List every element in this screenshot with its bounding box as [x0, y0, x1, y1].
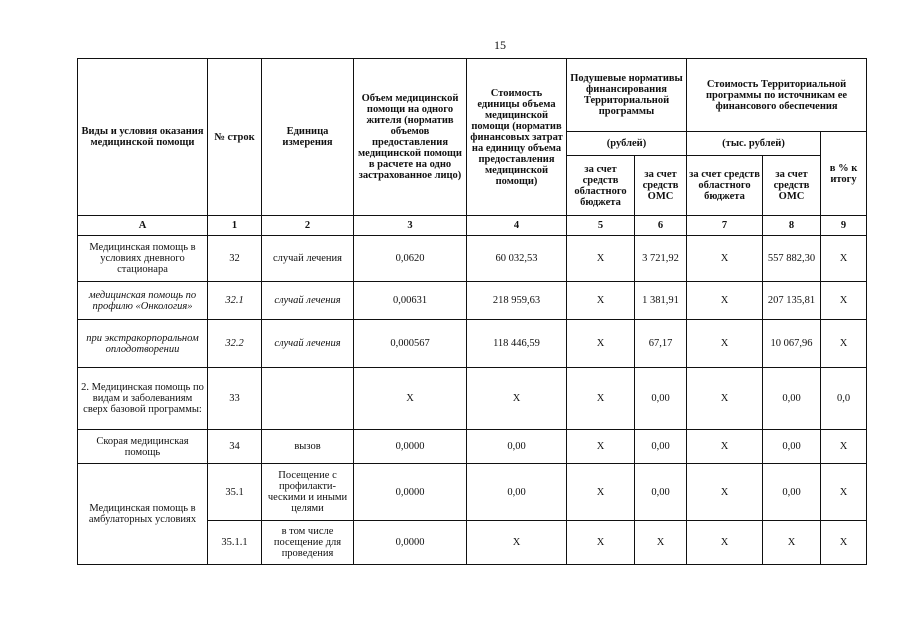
row-number: 33: [208, 368, 262, 430]
row-volume: X: [354, 368, 467, 430]
row-per-capita-regional: X: [567, 430, 635, 464]
column-index: А: [78, 216, 208, 236]
column-index-row: [78, 216, 867, 236]
row-cost-regional: X: [687, 320, 763, 368]
row-cost-regional: X: [687, 464, 763, 521]
row-name: Скорая медицинская помощь: [78, 430, 208, 464]
row-number: 35.1.1: [208, 521, 262, 565]
row-per-capita-regional: X: [567, 320, 635, 368]
row-cost-regional: X: [687, 236, 763, 282]
header-unit: Единица измерения: [262, 59, 354, 216]
row-per-capita-oms: 3 721,92: [635, 236, 687, 282]
column-index: 3: [354, 216, 467, 236]
row-name: 2. Медицинская помощь по видам и заболеваниям сверх базовой программы:: [78, 368, 208, 430]
header-volume: Объем медицинской помощи на одного жителя (норматив объемов предоставления медицинской помощи в расчете на одно застрахованное лицо): [354, 59, 467, 216]
column-index: 4: [467, 216, 567, 236]
header-types: Виды и условия оказания медицинской помощи: [78, 59, 208, 216]
header-regional-budget: за счет средств областного бюджета: [687, 156, 763, 216]
row-name: Медицинская помощь в амбулаторных условиях: [78, 464, 208, 565]
column-index: 1: [208, 216, 262, 236]
header-oms: за счет средств ОМС: [763, 156, 821, 216]
row-cost-unit: 60 032,53: [467, 236, 567, 282]
row-cost-unit: 0,00: [467, 430, 567, 464]
row-per-capita-regional: X: [567, 368, 635, 430]
column-index: 2: [262, 216, 354, 236]
row-unit: Посещение с профилакти-ческими и иными целями: [262, 464, 354, 521]
row-cost-oms: 557 882,30: [763, 236, 821, 282]
row-per-capita-regional: X: [567, 464, 635, 521]
row-unit: случай лечения: [262, 282, 354, 320]
table-row: [78, 430, 867, 464]
column-index: 8: [763, 216, 821, 236]
row-percent: X: [821, 464, 867, 521]
row-percent: X: [821, 521, 867, 565]
row-cost-regional: X: [687, 368, 763, 430]
row-per-capita-oms: 0,00: [635, 368, 687, 430]
header-oms: за счет средств ОМС: [635, 156, 687, 216]
row-name: Медицинская помощь в условиях дневного стационара: [78, 236, 208, 282]
column-index: 6: [635, 216, 687, 236]
row-percent: X: [821, 236, 867, 282]
row-percent: X: [821, 282, 867, 320]
row-percent: X: [821, 320, 867, 368]
row-number: 34: [208, 430, 262, 464]
row-per-capita-regional: X: [567, 282, 635, 320]
header-thousand-rubles: (тыс. рублей): [687, 132, 821, 156]
row-per-capita-oms: 67,17: [635, 320, 687, 368]
row-per-capita-oms: 0,00: [635, 464, 687, 521]
row-unit: [262, 368, 354, 430]
row-name: при экстракорпоральном оплодотворении: [78, 320, 208, 368]
row-volume: 0,00631: [354, 282, 467, 320]
row-cost-oms: 0,00: [763, 464, 821, 521]
column-index: 7: [687, 216, 763, 236]
column-index: 5: [567, 216, 635, 236]
row-unit: случай лечения: [262, 236, 354, 282]
row-cost-oms: 10 067,96: [763, 320, 821, 368]
row-number: 35.1: [208, 464, 262, 521]
row-volume: 0,0620: [354, 236, 467, 282]
row-cost-oms: 0,00: [763, 368, 821, 430]
table-row: [78, 368, 867, 430]
header-program-cost: Стоимость Территориальной программы по источникам ее финансового обеспечения: [687, 59, 867, 132]
table-row: [78, 236, 867, 282]
column-index: 9: [821, 216, 867, 236]
table-row: [78, 464, 867, 521]
row-cost-regional: X: [687, 521, 763, 565]
row-cost-unit: 0,00: [467, 464, 567, 521]
row-cost-oms: X: [763, 521, 821, 565]
row-percent: 0,0: [821, 368, 867, 430]
page-number: 15: [494, 38, 506, 52]
row-volume: 0,0000: [354, 430, 467, 464]
row-cost-unit: X: [467, 521, 567, 565]
row-cost-unit: X: [467, 368, 567, 430]
row-per-capita-oms: 0,00: [635, 430, 687, 464]
header-per-capita: Подушевые нормативы финансирования Территориальной программы: [567, 59, 687, 132]
row-per-capita-oms: 1 381,91: [635, 282, 687, 320]
header-percent-total: в % к итогу: [821, 132, 867, 216]
row-per-capita-regional: X: [567, 521, 635, 565]
row-cost-regional: X: [687, 430, 763, 464]
row-unit: случай лечения: [262, 320, 354, 368]
header-regional-budget: за счет средств областного бюджета: [567, 156, 635, 216]
table-row: [78, 320, 867, 368]
header-row-no: № строк: [208, 59, 262, 216]
row-cost-unit: 218 959,63: [467, 282, 567, 320]
header-rubles: (рублей): [567, 132, 687, 156]
row-per-capita-regional: X: [567, 236, 635, 282]
row-number: 32.1: [208, 282, 262, 320]
row-cost-oms: 0,00: [763, 430, 821, 464]
header-cost-unit: Стоимость единицы объема медицинской помощи (норматив финансовых затрат на единицу объема предоставления медицинской помощи): [467, 59, 567, 216]
row-name: медицинская помощь по профилю «Онкология»: [78, 282, 208, 320]
row-number: 32.2: [208, 320, 262, 368]
row-percent: X: [821, 430, 867, 464]
financing-table: [77, 58, 867, 565]
row-unit: в том числе посещение для проведения: [262, 521, 354, 565]
row-cost-oms: 207 135,81: [763, 282, 821, 320]
row-per-capita-oms: X: [635, 521, 687, 565]
row-volume: 0,0000: [354, 521, 467, 565]
row-number: 32: [208, 236, 262, 282]
row-volume: 0,000567: [354, 320, 467, 368]
row-unit: вызов: [262, 430, 354, 464]
row-cost-regional: X: [687, 282, 763, 320]
row-cost-unit: 118 446,59: [467, 320, 567, 368]
table-row: [78, 282, 867, 320]
row-volume: 0,0000: [354, 464, 467, 521]
